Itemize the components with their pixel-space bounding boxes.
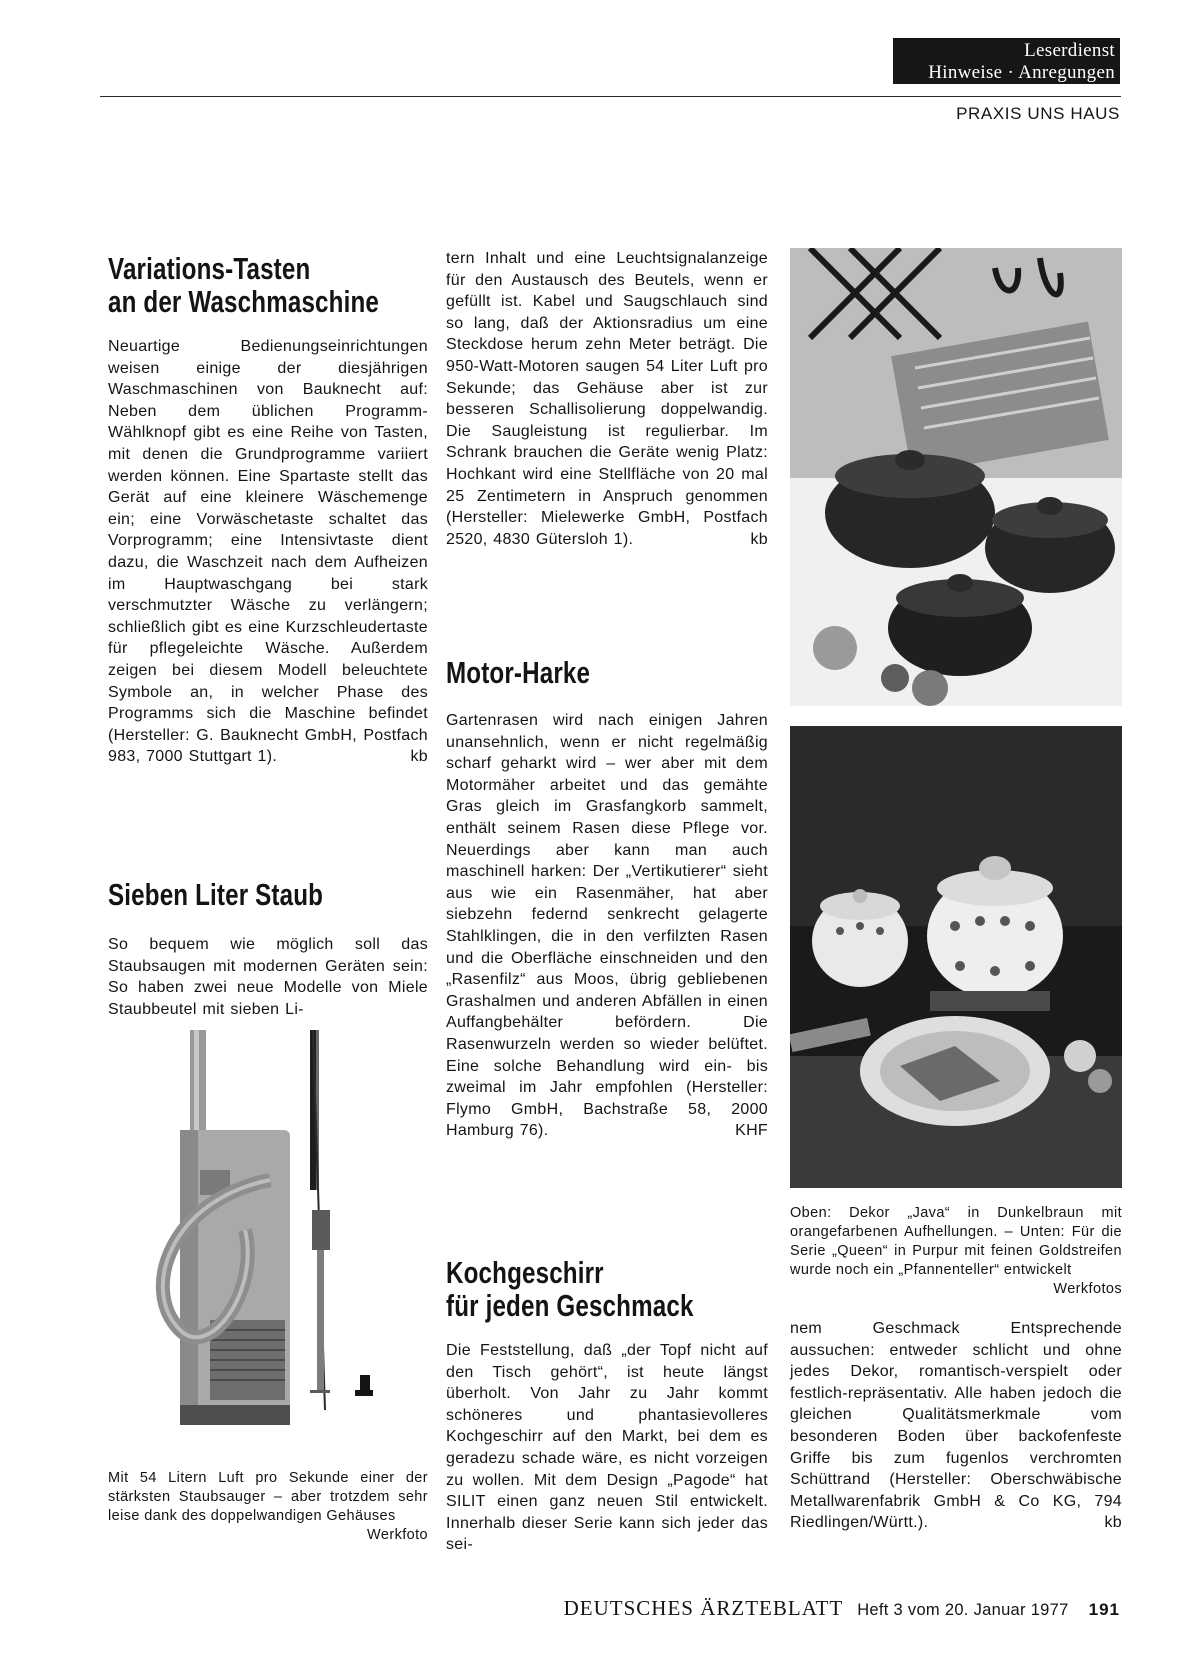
article-staub-title: Sieben Liter Staub [108, 877, 324, 912]
article-text: nem Geschmack Entsprechende aussuchen: entweder schlicht und ohne jedes Dekor, romantisch-verspielt oder festlich-repräsentativ. Alle haben jedoch die gleichen Qualitätsmerkmale vom besonderen Boden über backofenfeste Griffe bis zum fugenlos verchromten Schüttrand (Hersteller: Oberschwäbische Metallwarenfabrik GmbH & Co KG, 794 Riedlingen/Württ.). [790, 1320, 1122, 1532]
badge-line-1: Leserdienst [1024, 40, 1115, 61]
article-staub-caption [108, 1469, 428, 1545]
leserdienst-badge [893, 38, 1120, 84]
title-line-2: für jeden Geschmack [446, 1288, 694, 1323]
article-kochgeschirr-title [446, 1256, 768, 1322]
article-waschmaschine-title [108, 252, 428, 318]
vacuum-cleaner-icon [150, 1030, 440, 1445]
cookware-queen-photo [790, 726, 1122, 1188]
article-signature: kb [1104, 1514, 1122, 1532]
article-harke-title: Motor-Harke [446, 655, 591, 690]
article-staub-body-col2 [446, 248, 768, 550]
caption-credit: Werkfotos [1053, 1281, 1122, 1297]
caption-text: Oben: Dekor „Java“ in Dunkelbraun mit orangefarbenen Aufhellungen. – Unten: Für die Serie „Queen“ in Purpur mit feinen Goldstreifen wurde noch ein „Pfannenteller“ entwickelt [790, 1205, 1122, 1278]
caption-text: Mit 54 Litern Luft pro Sekunde einer der stärksten Staubsauger – aber trotzdem sehr leise dank des doppelwandigen Gehäuses [108, 1470, 428, 1524]
article-signature: kb [750, 530, 768, 548]
article-kochgeschirr-body-col2: Die Feststellung, daß „der Topf nicht auf den Tisch gehört“, ist heute längst überholt. Von Jahr zu Jahr kommt schöneres und phantasievolleres Kochgeschirr auf den Markt, bei dem es geradezu schade wäre, es nicht vorzeigen zu wollen. Mit dem Design „Pagode“ hat SILIT einen ganz neuen Stil entwickelt. Innerhalb dieser Serie kann sich jeder das sei- [446, 1342, 768, 1554]
header-rule [100, 96, 1121, 97]
cookware-queen-icon [790, 726, 1122, 1188]
badge-line-2: Hinweise · Anregungen [928, 62, 1115, 83]
article-signature: KHF [735, 1122, 768, 1140]
journal-name: DEUTSCHES ÄRZTEBLATT [563, 1596, 844, 1620]
article-text: Neuartige Bedienungseinrichtungen weisen einige der diesjährigen Waschmaschinen von Bauknecht auf: Neben dem üblichen Programm-Wählknopf gibt es eine Reihe von Tasten, mit denen die Grundprogramme variiert werden können. Eine Spartaste stellt das Gerät auf eine kleinere Wäschemenge ein; eine Vorwäschetaste schaltet das Vorprogramm; eine Intensivtaste dient dazu, die Waschzeit nach dem Aufheizen im Hauptwaschgang bei stark verschmutzter Wäsche zu verlängern; schließlich gibt es eine Kurzschleudertaste für pflegeleichte Wäsche. Außerdem zeigen bei diesem Modell beleuchtete Symbole an, in welcher Phase des Programms sich die Maschine befindet (Hersteller: G. Bauknecht GmbH, Postfach 983, 7000 Stuttgart 1). [108, 338, 428, 766]
section-title: PRAXIS UNS HAUS [956, 104, 1120, 123]
article-staub-body-col1: So bequem wie möglich soll das Staubsaugen mit modernen Geräten sein: So haben zwei neue Modelle von Miele Staubbeutel mit sieben Li- [108, 936, 428, 1018]
article-signature: kb [410, 748, 428, 766]
article-text: tern Inhalt und eine Leuchtsignalanzeige für den Austausch des Beutels, wenn er gefüllt ist. Kabel und Saugschlauch sind so lang, daß der Aktionsradius um eine Steckdose herum zehn Meter beträgt. Die 950-Watt-Motoren saugen 54 Liter Luft pro Sekunde; das Gehäuse aber ist zur besseren Schallisolierung doppelwandig. Die Saugleistung ist regulierbar. Im Schrank brauchen die Geräte wenig Platz: Hochkant wird eine Stellfläche von 20 mal 25 Zentimetern in Anspruch genommen (Hersteller: Mielewerke GmbH, Postfach 2520, 4830 Gütersloh 1). [446, 250, 768, 548]
cookware-java-photo [790, 248, 1122, 706]
vacuum-cleaner-photo [150, 1030, 440, 1445]
page-footer [564, 1596, 1120, 1621]
title-line-1: Kochgeschirr [446, 1255, 604, 1290]
issue-info: Heft 3 vom 20. Januar 1977 [857, 1601, 1069, 1619]
title-line-2: an der Waschmaschine [108, 284, 379, 319]
caption-credit: Werkfoto [367, 1527, 428, 1543]
article-waschmaschine-body [108, 336, 428, 768]
page-number: 191 [1088, 1600, 1120, 1619]
article-text: Gartenrasen wird nach einigen Jahren unansehnlich, wenn er nicht regelmäßig scharf geharkt wird – wer aber mit dem Motormäher arbeitet und das gemähte Gras gleich im Grasfangkorb sammelt, enthält seinem Rasen diese Pflege vor. Neuerdings aber kann man auch maschinell harken: Der „Vertikutierer“ sieht aus wie ein Rasenmäher, hat aber siebzehn federnd senkrecht gelagerte Stahlklingen, die in den verfilzten Rasen und die Oberfläche einschneiden und den „Rasenfilz“ aus Moos, übrig gebliebenen Grashalmen und anderen Abfällen in einen Auffangbehälter befördern. Die Rasenwurzeln werden so wieder belüftet. Eine solche Behandlung wird ein- bis zweimal im Jahr empfohlen (Hersteller: Flymo GmbH, Bachstraße 58, 2000 Hamburg 76). [446, 712, 768, 1140]
article-harke-body [446, 710, 768, 1142]
article-kochgeschirr-caption [790, 1204, 1122, 1299]
cookware-java-icon [790, 248, 1122, 706]
article-kochgeschirr-body-col3 [790, 1318, 1122, 1534]
title-line-1: Variations-Tasten [108, 251, 311, 286]
